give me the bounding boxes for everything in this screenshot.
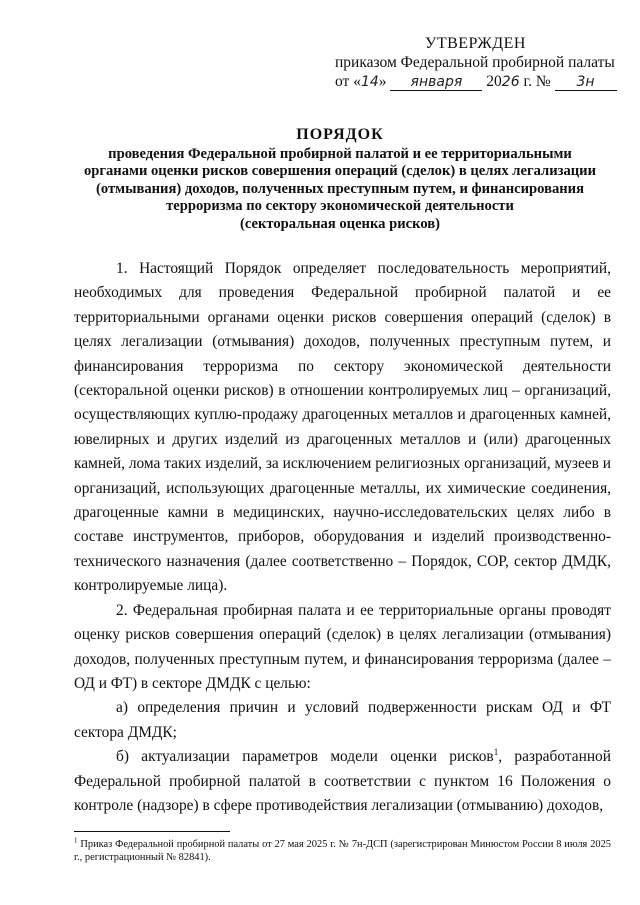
from-prefix: от « — [335, 73, 361, 90]
handwritten-year: 26 — [501, 74, 520, 90]
paragraph-b-end: , разработанной Федеральной пробирной палатой в соответствии с пунктом 16 Положения о контроле (надзоре) в сфере противодействия легализации (отмыванию) доходов, — [74, 748, 611, 814]
order-date-line — [335, 72, 615, 92]
document-title: ПОРЯДОК — [296, 126, 384, 143]
document-body — [74, 257, 611, 818]
handwritten-month: января — [410, 74, 463, 90]
year-prefix: 20 — [486, 73, 502, 90]
title-line: (отмывания) доходов, полученных преступным путем, и финансирования — [96, 180, 584, 197]
title-line: органами оценки рисков совершения операций (сделок) в целях легализации — [83, 163, 597, 180]
title-line: проведения Федеральной пробирной палатой и ее территориальными — [108, 145, 572, 162]
footnote-mark: 1 — [74, 836, 78, 845]
number-field — [555, 74, 617, 91]
handwritten-number: 3н — [576, 74, 595, 90]
title-line: терроризма по сектору экономической деятельности — [166, 198, 514, 215]
paragraph-2: 2. Федеральная пробирная палата и ее территориальные органы проводят оценку рисков совершения операций (сделок) в целях легализации (отмывания) доходов, полученных преступным путем, и финансирования терроризма (далее – ОД и ФТ) в секторе ДМДК с целью: — [74, 601, 611, 692]
handwritten-day: 14 — [360, 74, 379, 90]
footnote-divider — [74, 831, 230, 832]
document-title-block — [70, 126, 610, 234]
quote-close: » — [378, 73, 387, 90]
footnote — [74, 838, 611, 864]
paragraph-b-start: б) актуализации параметров модели оценки рисков — [116, 748, 494, 766]
footnote-text: Приказ Федеральной пробирной палаты от 27 мая 2025 г. № 7н-ДСП (зарегистрирован Минюстом России 8 июля 2025 г., регистрационный № 82841). — [74, 839, 611, 863]
paragraph-b — [74, 745, 611, 818]
title-line: (секторальная оценка рисков) — [240, 215, 440, 232]
order-line: приказом Федеральной пробирной палаты — [335, 54, 615, 71]
paragraph-a: а) определения причин и условий подверженности рискам ОД и ФТ сектора ДМДК; — [74, 699, 611, 741]
year-unit: г. № — [519, 73, 551, 90]
footnote-reference[interactable]: 1 — [493, 747, 499, 757]
approved-label: УТВЕРЖДЕН — [425, 35, 526, 52]
approval-block — [335, 34, 615, 92]
month-field — [390, 74, 482, 91]
paragraph-1: 1. Настоящий Порядок определяет последовательность мероприятий, необходимых для проведения Федеральной пробирной палатой и ее территориальными органами оценки рисков совершения операций (сделок) в целях легализации (отмывания) доходов, полученных преступным путем, и финансирования терроризма по сектору экономической деятельности (секторальной оценки рисков) в отношении контролируемых лиц – организаций, осуществляющих куплю-продажу драгоценных металлов и драгоценных камней, ювелирных и других изделий из драгоценных металлов и (или) драгоценных камней, лома таких изделий, за исключением религиозных организаций, музеев и организаций, использующих драгоценные металлы, их химические соединения, драгоценные камни в медицинских, научно-исследовательских целях либо в составе инструментов, приборов, оборудования и изделий производственно-технического назначения (далее соответственно – Порядок, СОР, сектор ДМДК, контролируемые лица). — [74, 260, 611, 595]
